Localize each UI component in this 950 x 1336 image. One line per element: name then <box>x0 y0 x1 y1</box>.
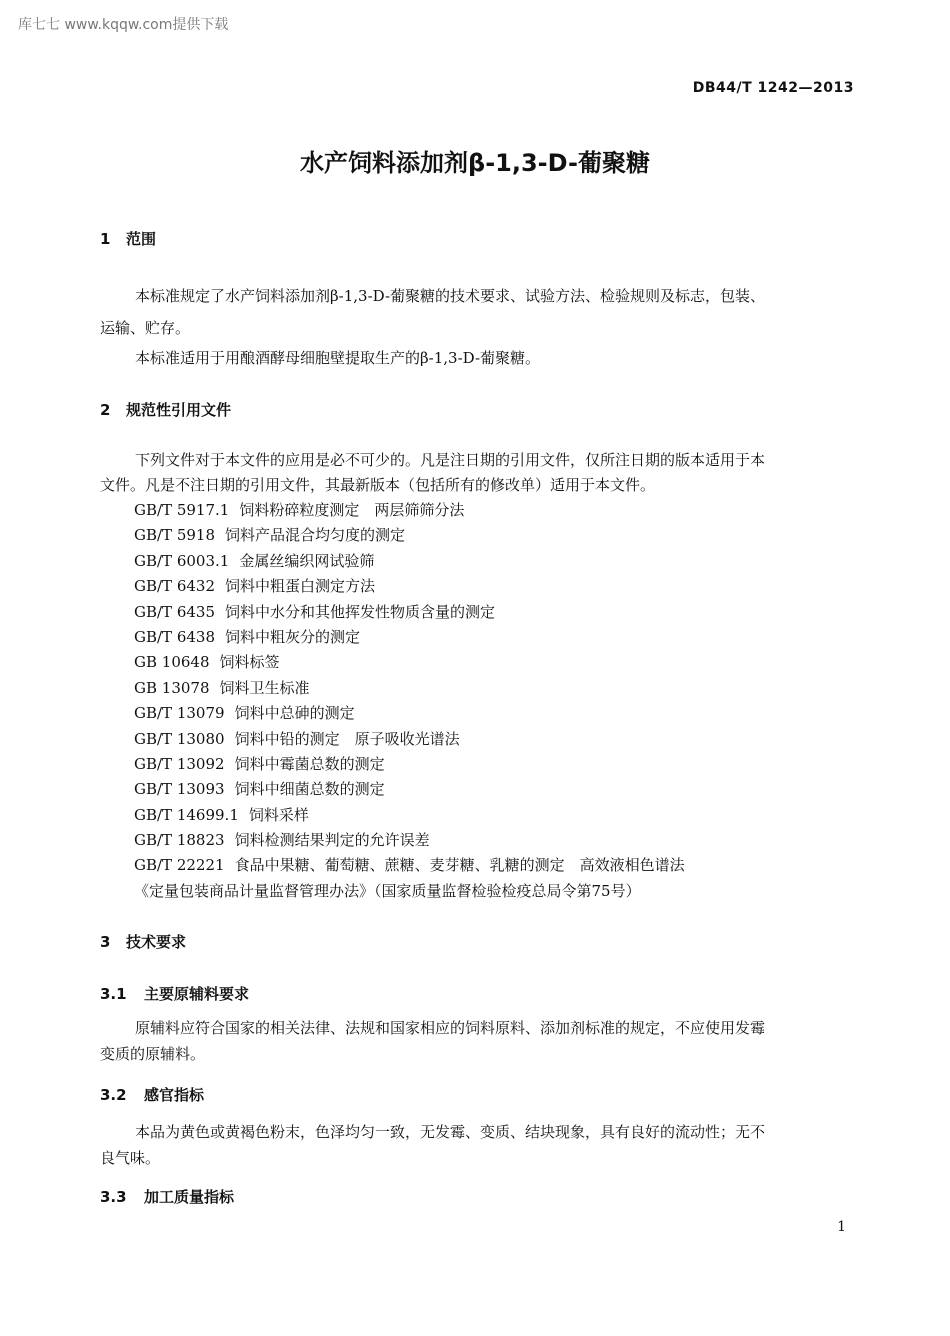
reference-item <box>134 777 685 802</box>
paragraph-line: 良气味。 <box>100 1149 161 1167</box>
reference-name: 饲料中霉菌总数的测定 <box>234 754 385 773</box>
reference-code: GB/T 6003.1 <box>134 551 230 570</box>
reference-code: GB/T 5917.1 <box>134 501 230 519</box>
reference-name: 饲料标签 <box>219 653 280 672</box>
reference-item <box>134 701 685 726</box>
paragraph-line: 文件。凡是不注日期的引用文件，其最新版本（包括所有的修改单）适用于本文件。 <box>100 476 656 494</box>
section-number: 2 <box>100 401 111 419</box>
reference-item <box>134 549 685 574</box>
reference-item <box>134 625 685 650</box>
paragraph-line: 本标准适用于用酿酒酵母细胞壁提取生产的β-1,3-D-葡聚糖。 <box>135 349 541 367</box>
reference-name: 饲料卫生标准 <box>219 678 310 697</box>
reference-item <box>134 676 685 701</box>
reference-item <box>134 803 685 828</box>
reference-name: 饲料中粗蛋白测定方法 <box>225 577 376 596</box>
reference-item <box>134 853 685 878</box>
reference-item <box>134 498 685 523</box>
reference-name: 金属丝编织网试验筛 <box>239 551 375 570</box>
reference-name: 饲料粉碎粒度测定 两层筛筛分法 <box>239 501 465 519</box>
paragraph-line: 原辅料应符合国家的相关法律、法规和国家相应的饲料原料、添加剂标准的规定，不应使用发霉 <box>135 1019 766 1037</box>
reference-code: GB/T 13093 <box>134 780 225 799</box>
subsection-number: 3.1 <box>100 985 127 1003</box>
section-title: 范围 <box>126 230 157 248</box>
subsection-3-3-heading <box>100 1186 234 1207</box>
reference-item <box>134 574 685 599</box>
reference-code: GB 10648 <box>134 653 210 672</box>
reference-code: GB/T 13080 <box>134 729 225 748</box>
watermark: 库七七 www.kqqw.com提供下载 <box>18 17 229 33</box>
reference-name: 食品中果糖、葡萄糖、蔗糖、麦芽糖、乳糖的测定 高效液相色谱法 <box>234 856 685 875</box>
reference-name: 饲料检测结果判定的允许误差 <box>234 831 430 850</box>
reference-note: 《定量包装商品计量监督管理办法》（国家质量监督检验检疫总局令第75号） <box>134 881 641 900</box>
reference-code: GB/T 6438 <box>134 627 216 646</box>
reference-code: GB/T 13079 <box>134 704 225 723</box>
reference-code: GB/T 22221 <box>134 856 225 875</box>
reference-item <box>134 727 685 752</box>
section-2-heading <box>100 399 231 420</box>
standard-code: DB44/T 1242—2013 <box>692 80 854 96</box>
section-title: 规范性引用文件 <box>126 401 232 419</box>
reference-name: 饲料中水分和其他挥发性物质含量的测定 <box>225 602 496 621</box>
section-1-heading <box>100 228 156 249</box>
reference-item <box>134 828 685 853</box>
normative-reference-list <box>134 498 685 904</box>
section-title: 技术要求 <box>126 933 187 951</box>
section-number: 3 <box>100 933 111 951</box>
reference-code: GB/T 5918 <box>134 526 216 545</box>
reference-code: GB/T 6435 <box>134 602 216 621</box>
subsection-3-2-heading <box>100 1084 204 1105</box>
reference-name: 饲料中铅的测定 原子吸收光谱法 <box>234 729 460 748</box>
subsection-title: 感官指标 <box>144 1086 205 1104</box>
reference-name: 饲料中细菌总数的测定 <box>234 780 385 799</box>
reference-item <box>134 600 685 625</box>
reference-name: 饲料产品混合均匀度的测定 <box>225 526 406 545</box>
reference-code: GB/T 18823 <box>134 831 225 850</box>
subsection-number: 3.2 <box>100 1086 127 1104</box>
page-number: 1 <box>837 1219 846 1235</box>
subsection-title: 加工质量指标 <box>144 1188 235 1206</box>
section-3-heading <box>100 931 186 952</box>
section-number: 1 <box>100 230 111 248</box>
document-title: 水产饲料添加剂β-1,3-D-葡聚糖 <box>300 149 650 177</box>
reference-item <box>134 752 685 777</box>
reference-item <box>134 523 685 548</box>
reference-code: GB 13078 <box>134 678 210 697</box>
reference-code: GB/T 6432 <box>134 577 216 596</box>
reference-code: GB/T 14699.1 <box>134 805 239 824</box>
subsection-title: 主要原辅料要求 <box>144 985 250 1003</box>
reference-item <box>134 650 685 675</box>
paragraph-line: 下列文件对于本文件的应用是必不可少的。凡是注日期的引用文件，仅所注日期的版本适用于本 <box>135 451 766 469</box>
subsection-number: 3.3 <box>100 1188 127 1206</box>
paragraph-line: 变质的原辅料。 <box>100 1045 206 1063</box>
reference-name: 饲料中总砷的测定 <box>234 704 355 723</box>
reference-code: GB/T 13092 <box>134 754 225 773</box>
reference-name: 饲料中粗灰分的测定 <box>225 627 361 646</box>
paragraph-line: 本标准规定了水产饲料添加剂β-1,3-D-葡聚糖的技术要求、试验方法、检验规则及标志，包装、 <box>135 287 766 305</box>
reference-name: 饲料采样 <box>248 805 309 824</box>
subsection-3-1-heading <box>100 983 249 1004</box>
paragraph-line: 运输、贮存。 <box>100 319 191 337</box>
paragraph-line: 本品为黄色或黄褐色粉末，色泽均匀一致，无发霉、变质、结块现象，具有良好的流动性；无不 <box>135 1123 766 1141</box>
